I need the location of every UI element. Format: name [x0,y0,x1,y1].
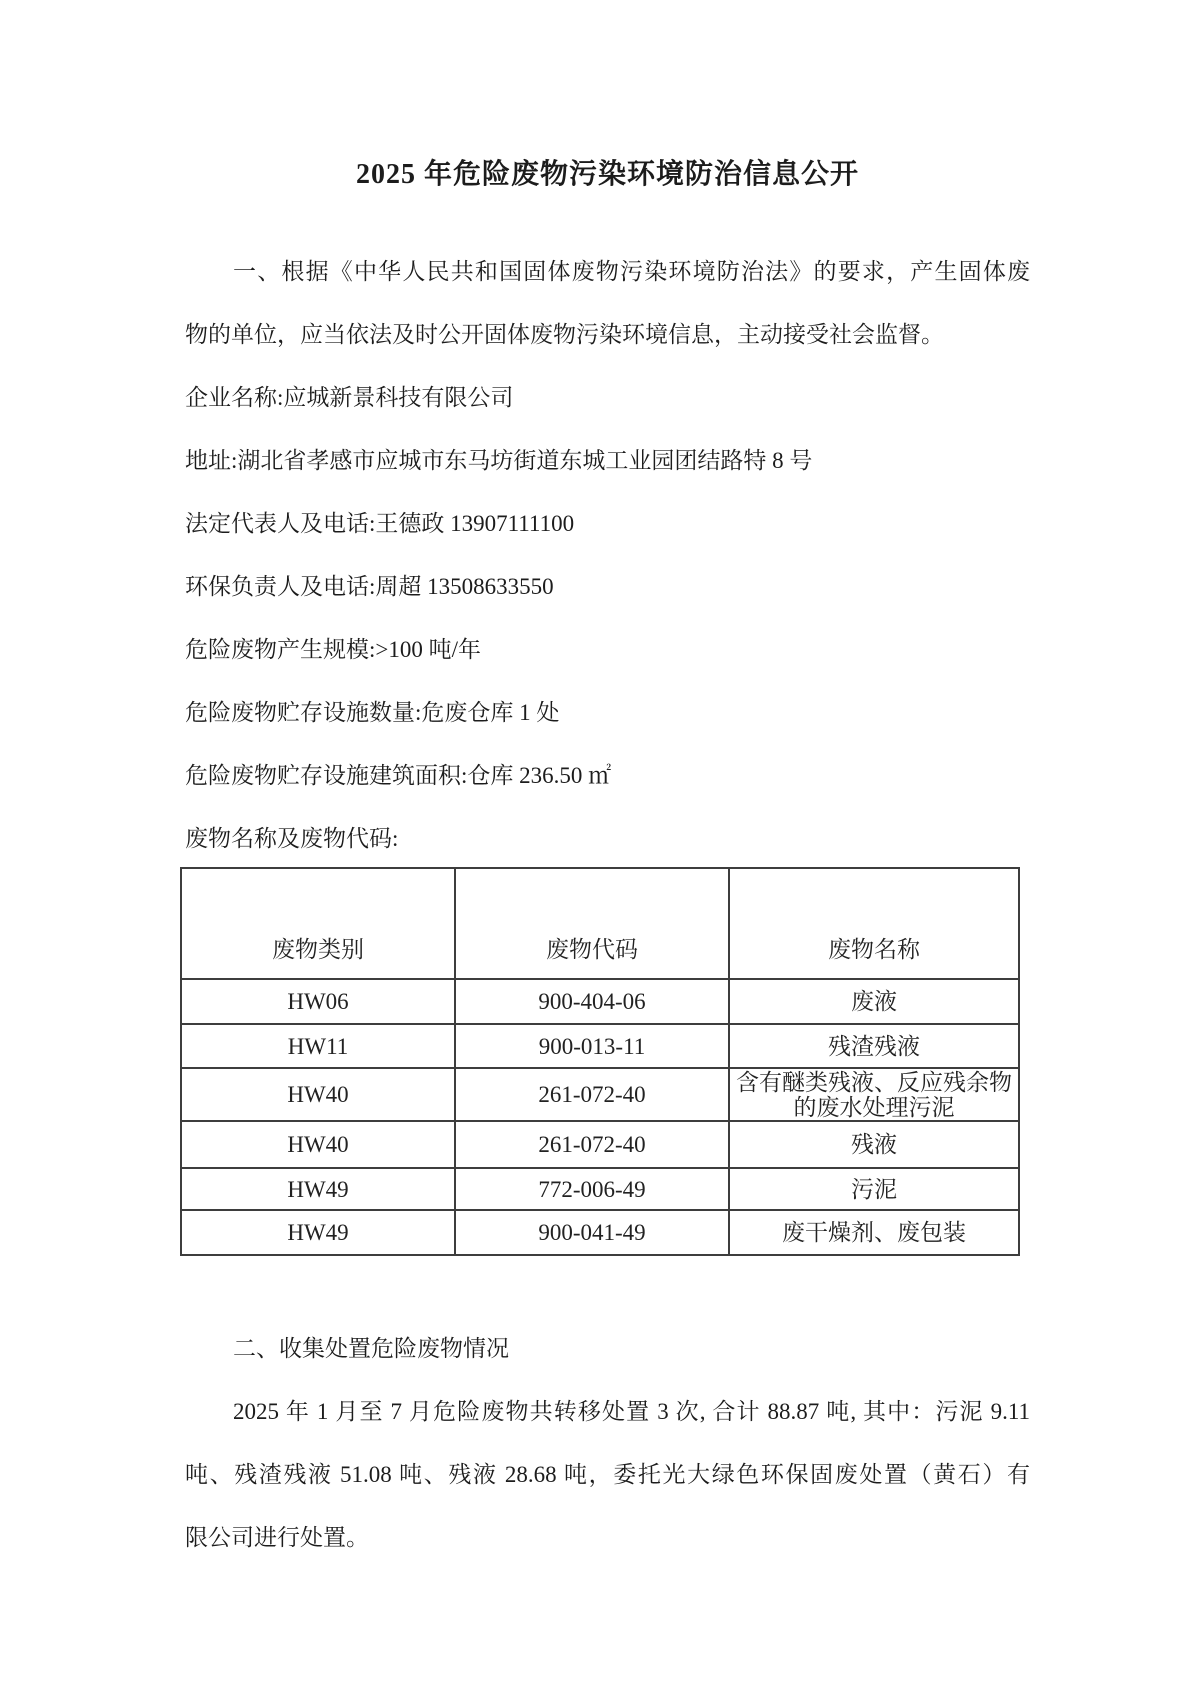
company-name-line: 企业名称:应城新景科技有限公司 [185,385,514,410]
waste-name-cell: 废液 [729,979,1019,1024]
header-waste-name: 废物名称 [729,868,1019,979]
waste-category-cell: HW49 [181,1168,455,1210]
waste-category-cell: HW49 [181,1210,455,1255]
company-address-line: 地址:湖北省孝感市应城市东马坊街道东城工业园团结路特 8 号 [185,448,813,473]
waste-code-cell: 900-041-49 [455,1210,729,1255]
waste-code-cell: 261-072-40 [455,1068,729,1121]
waste-category-cell: HW40 [181,1121,455,1168]
document-content [185,0,1030,1569]
header-waste-code: 废物代码 [455,868,729,979]
intro-line-2: 物的单位，应当依法及时公开固体废物污染环境信息，主动接受社会监督。 [185,322,944,347]
waste-category-cell: HW11 [181,1024,455,1068]
waste-category-cell: HW06 [181,979,455,1024]
waste-name-cell: 废干燥剂、废包装 [729,1210,1019,1255]
section2-line-3: 限公司进行处置。 [185,1525,369,1550]
waste-table-row [181,979,1019,1024]
waste-table-row [181,1121,1019,1168]
section2-line-2: 吨、残渣残液 51.08 吨、残液 28.68 吨，委托光大绿色环保固废处置（黄石）有 [185,1462,1030,1487]
section2-heading: 二、收集处置危险废物情况 [233,1336,509,1361]
waste-table-caption: 废物名称及废物代码: [185,826,399,851]
waste-category-cell: HW40 [181,1068,455,1121]
waste-name-cell: 残液 [729,1121,1019,1168]
waste-table-row [181,1068,1019,1121]
waste-name-cell: 污泥 [729,1168,1019,1210]
waste-name-cell: 残渣残液 [729,1024,1019,1068]
waste-code-cell: 772-006-49 [455,1168,729,1210]
document-title: 2025 年危险废物污染环境防治信息公开 [355,159,859,190]
waste-table-row [181,1024,1019,1068]
storage-facility-area-line: 危险废物贮存设施建筑面积:仓库 236.50 ㎡ [185,763,612,788]
waste-name-cell: 含有醚类残液、反应残余物的废水处理污泥 [729,1068,1019,1121]
header-waste-category: 废物类别 [181,868,455,979]
env-officer-line: 环保负责人及电话:周超 13508633550 [185,574,554,599]
waste-code-cell: 900-404-06 [455,979,729,1024]
waste-code-cell: 900-013-11 [455,1024,729,1068]
intro-line-1: 一、根据《中华人民共和国固体废物污染环境防治法》的要求，产生固体废 [233,259,1030,284]
section2-line-1: 2025 年 1 月至 7 月危险废物共转移处置 3 次, 合计 88.87 吨, 其中：污泥 9.11 [233,1399,1030,1424]
waste-table-row [181,1210,1019,1255]
waste-code-table [180,867,1020,1256]
waste-table-row [181,1168,1019,1210]
legal-representative-line: 法定代表人及电话:王德政 13907111100 [185,511,575,536]
storage-facility-count-line: 危险废物贮存设施数量:危废仓库 1 处 [185,700,560,725]
production-scale-line: 危险废物产生规模:>100 吨/年 [185,637,482,662]
waste-table-header-row [181,868,1019,979]
waste-code-cell: 261-072-40 [455,1121,729,1168]
